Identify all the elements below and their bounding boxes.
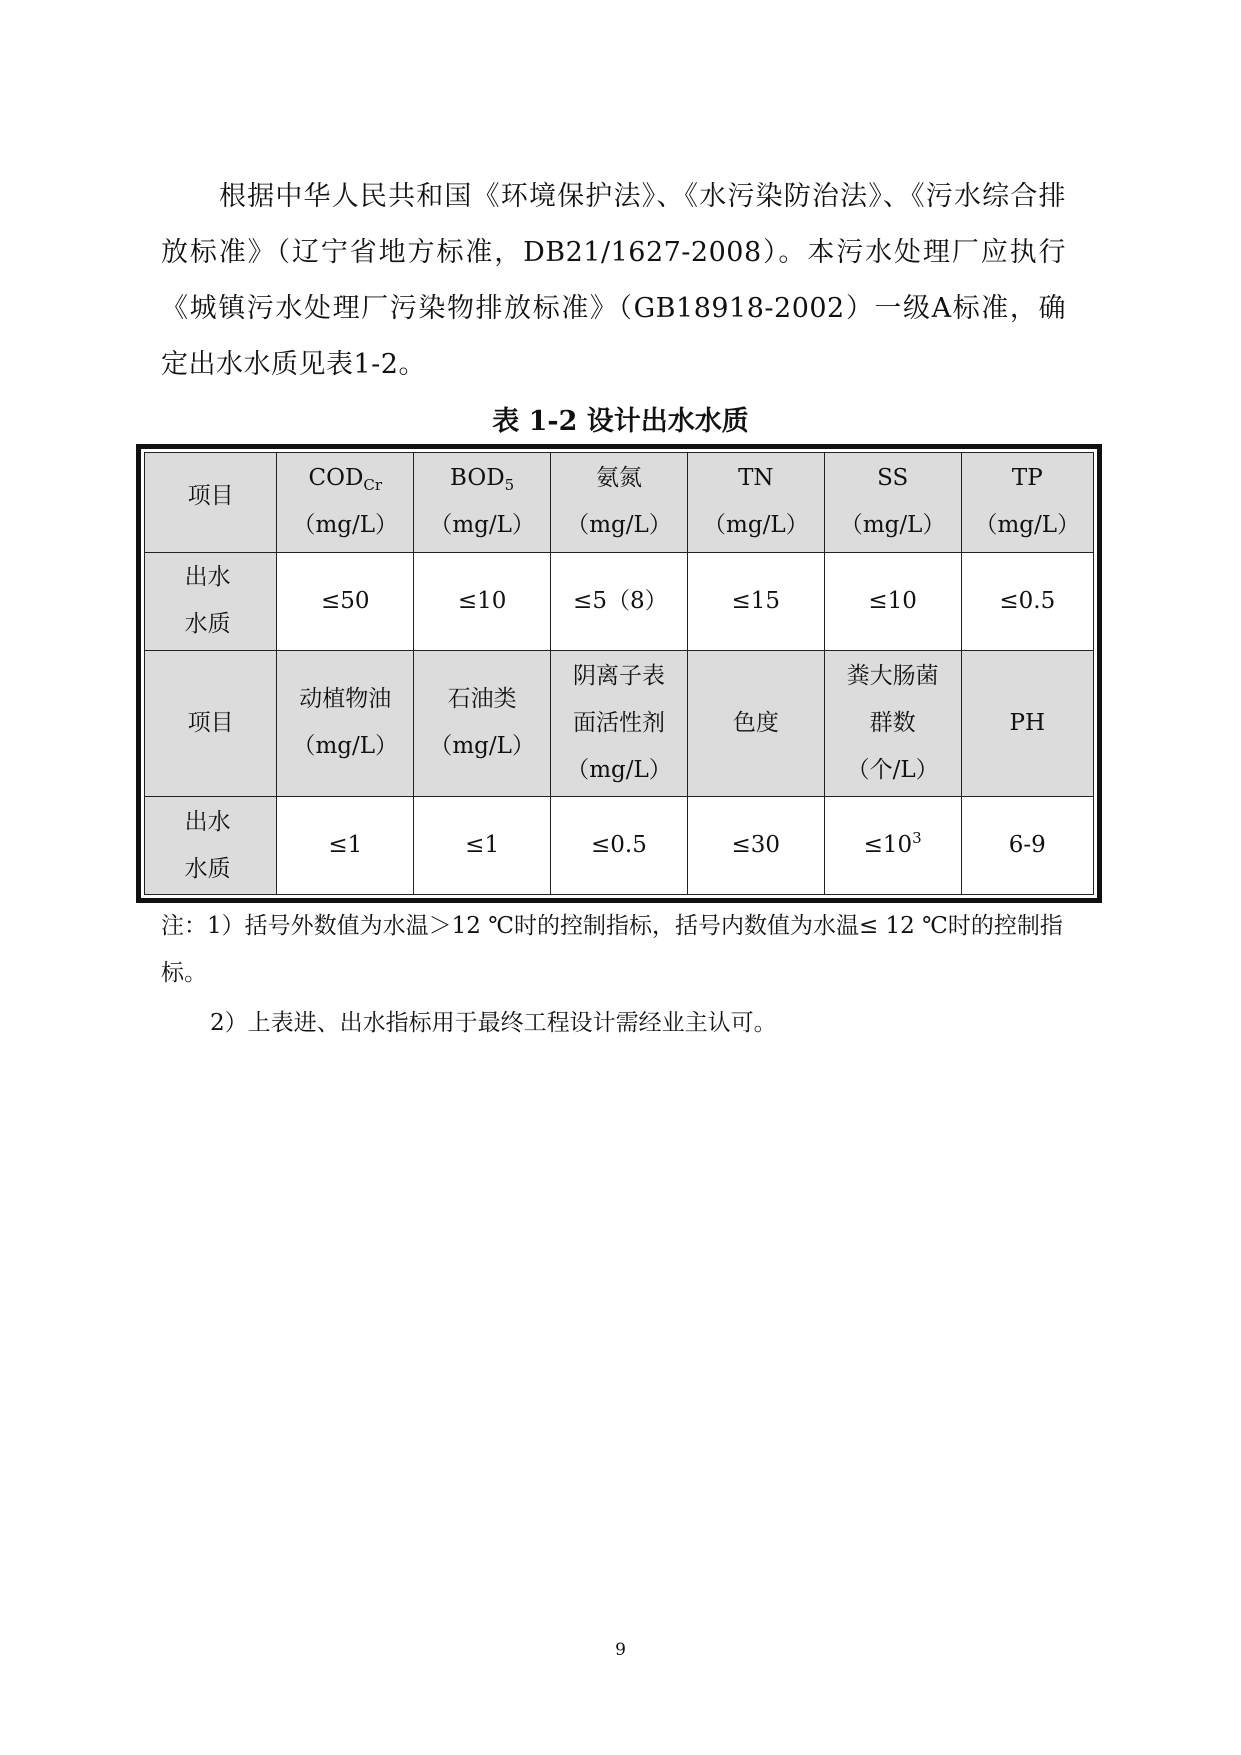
header-cell-color: 色度 (687, 650, 824, 796)
row-label-cell: 出水 水质 (145, 552, 277, 650)
header-cell-cod: $COD_{Cr}$ （mg/L） (277, 453, 414, 553)
header-cell-vegetable-oil: 动植物油 （mg/L） (277, 650, 414, 796)
table-cell: ≤15 (687, 552, 824, 650)
table-note-2: 2）上表进、出水指标用于最终工程设计需经业主认可。 (210, 1010, 777, 1036)
header-cell-tp: TP （mg/L） (961, 453, 1093, 553)
row-label-cell: 出水 水质 (145, 797, 277, 895)
table-cell: ≤10 (414, 552, 551, 650)
body-paragraph: 根据中华人民共和国《环境保护法》、《水污染防治法》、《污水综合排放标准》（辽宁省地方标准，DB21/1627-2008）。本污水处理厂应执行《城镇污水处理厂污染物排放标准》（GB18918-2002）一级A标准，确定出水水质见表1-2。 (161, 181, 1066, 380)
row-label: 项目 (187, 483, 234, 509)
table-header-row (145, 453, 1094, 553)
row-label: 项目 (187, 709, 234, 736)
table-cell: ≤1 (414, 797, 551, 895)
table-cell: ≤5（8） (551, 552, 688, 650)
header-cell-ammonia: 氨氮 （mg/L） (551, 453, 688, 553)
table-cell: 6-9 (961, 797, 1093, 895)
header-cell-petroleum: 石油类 （mg/L） (414, 650, 551, 796)
table-cell: ≤0.5 (551, 797, 688, 895)
row-label-cell (145, 453, 277, 553)
effluent-quality-table (144, 452, 1094, 895)
page-number: 9 (615, 1640, 626, 1660)
table-cell: ≤0.5 (961, 552, 1093, 650)
table-cell: ≤30 (687, 797, 824, 895)
header-cell-tn: TN （mg/L） (687, 453, 824, 553)
header-cell-bod: $BOD_5$ （mg/L） (414, 453, 551, 553)
table-cell: ≤1 (277, 797, 414, 895)
table-note-1: 注：1）括号外数值为水温＞12 ℃时的控制指标，括号内数值为水温≤ 12 ℃时的控制指标。 (161, 913, 1063, 986)
table-cell: $\le 10^3$ (824, 797, 961, 895)
quality-table-frame (136, 444, 1102, 903)
row-label-cell (145, 650, 277, 796)
header-cell-anionic-surfactant: 阴离子表 面活性剂 （mg/L） (551, 650, 688, 796)
table-cell: ≤10 (824, 552, 961, 650)
header-cell-ph: PH (961, 650, 1093, 796)
header-cell-fecal-coliform: 粪大肠菌 群数 （个/L） (824, 650, 961, 796)
table-caption: 表 1-2 设计出水水质 (492, 406, 749, 437)
table-cell: ≤50 (277, 552, 414, 650)
table-row (145, 797, 1094, 895)
header-cell-ss: SS （mg/L） (824, 453, 961, 553)
table-header-row (145, 650, 1094, 796)
table-row (145, 552, 1094, 650)
